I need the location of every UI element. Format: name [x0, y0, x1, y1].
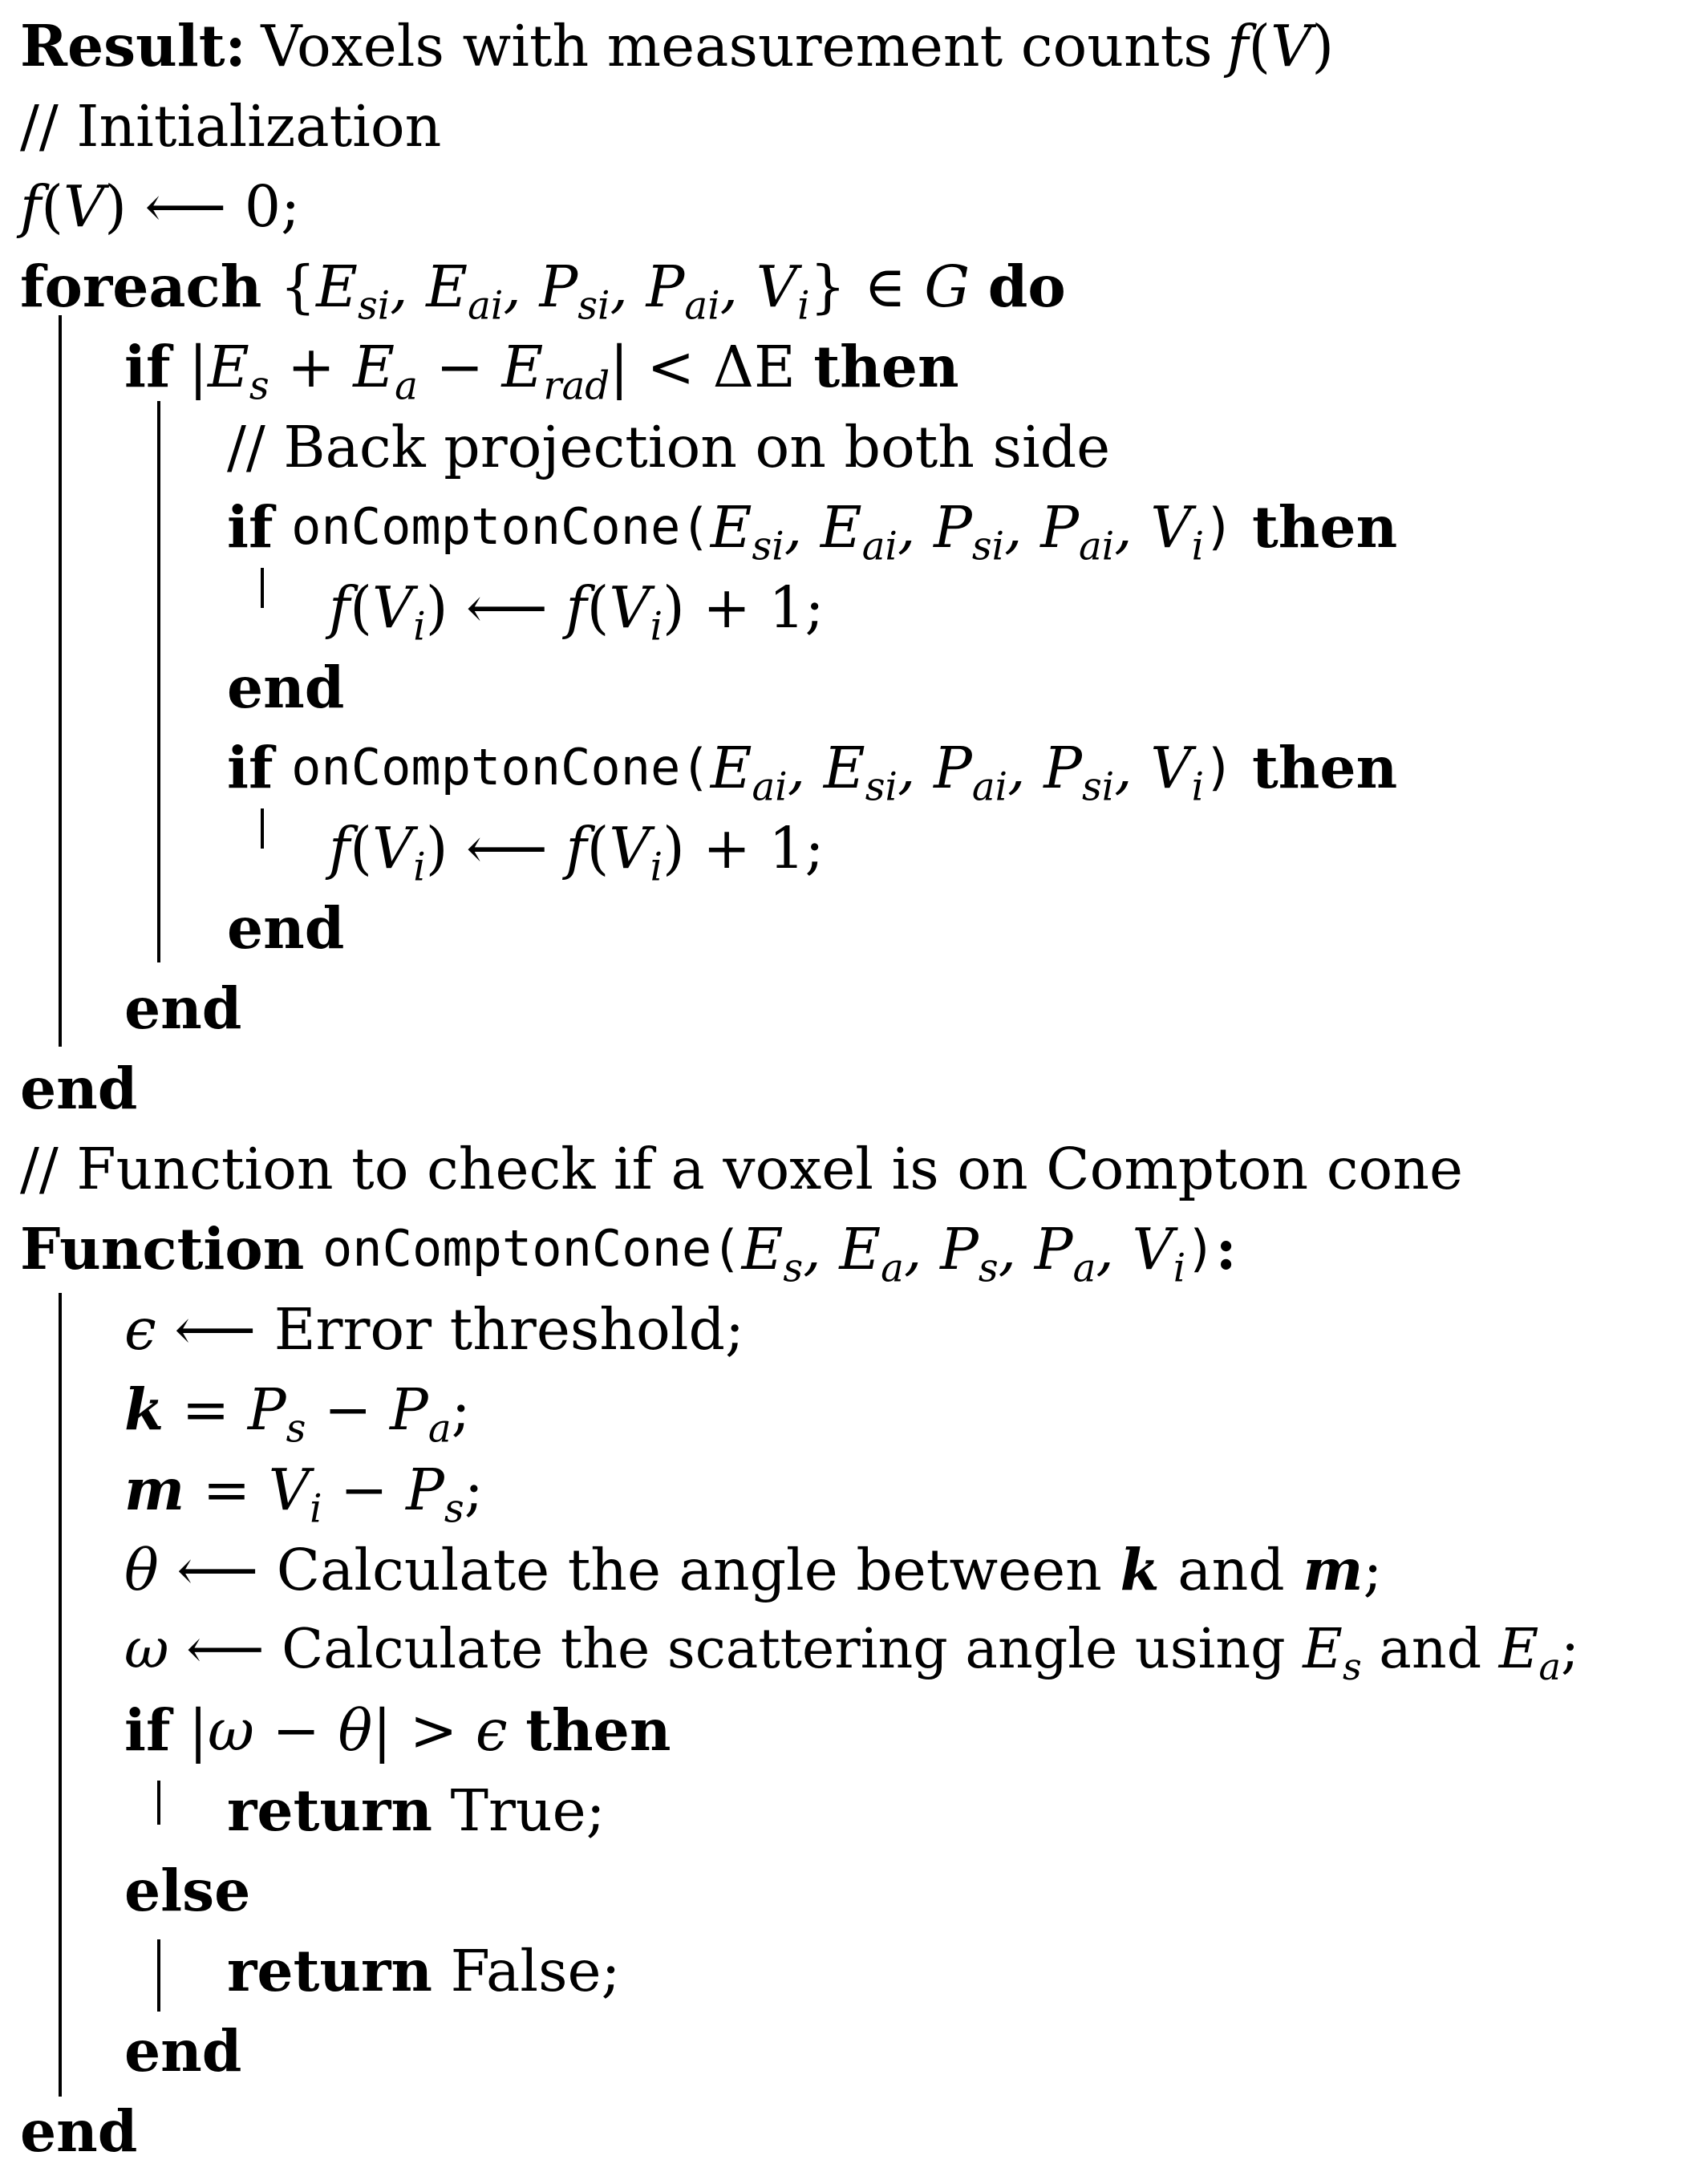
comment-function: // Function to check if a voxel is on Compton cone: [20, 1135, 1463, 1202]
if-keyword: if: [124, 332, 171, 400]
end-keyword: end: [124, 2016, 242, 2085]
block-bar-function: [59, 1293, 62, 2097]
foreach-keyword: foreach: [20, 252, 262, 320]
end-keyword: end: [124, 974, 242, 1042]
function-header: Function onComptonCone( $E_s$, $E_a$, $P_s$, $P_a$, $V_i$ ) :: [20, 1214, 1237, 1291]
foreach-set: {$E_{si}$, $E_{ai}$, $P_{si}$, $P_{ai}$, $V_i$} ∈ G: [279, 253, 971, 328]
return-keyword: return: [227, 1776, 433, 1844]
if-keyword: if: [227, 733, 274, 801]
false-value: False;: [450, 1937, 621, 2004]
result-keyword: Result:: [20, 11, 246, 79]
else-keyword: else: [124, 1856, 251, 1924]
end-keyword: end: [227, 893, 345, 962]
block-bar-return-false: [157, 1939, 160, 2012]
theta-statement: θ ⟵ Calculate the angle between k and m ;: [124, 1535, 1383, 1603]
k-statement: k = $P_s$ − $P_a$ ;: [124, 1375, 471, 1451]
if-angle-line: [124, 1694, 671, 1766]
m-statement: m = $V_i$ − $P_s$ ;: [124, 1455, 484, 1531]
if-cone-line-1: if onComptonCone( $E_{si}$, $E_{ai}$, $P_{si}$, $P_{ai}$, $V_i$ ) then: [227, 492, 1398, 569]
omega-statement: ω ⟵ Calculate the scattering angle using $E_s$ and $E_a$ ;: [124, 1618, 1579, 1688]
if-keyword: if: [124, 1696, 171, 1764]
result-text: Voxels with measurement counts: [261, 12, 1213, 79]
call-args: $E_{ai}$, $E_{si}$, $P_{ai}$, $P_{si}$, $V_i$: [710, 734, 1205, 809]
function-name: onComptonCone(: [322, 1219, 742, 1278]
result-line: [20, 10, 1334, 82]
call-args: $E_{si}$, $E_{ai}$, $P_{si}$, $P_{ai}$, $V_i$: [710, 493, 1205, 569]
function-keyword: Function: [20, 1214, 305, 1282]
block-bar-if-cone-2: [261, 808, 264, 849]
return-false-statement: [227, 1935, 620, 2007]
increment-statement-2: $f(V_i)$ ⟵ $f(V_i)$ + 1;: [329, 814, 825, 889]
function-call: onComptonCone(: [291, 497, 711, 556]
then-keyword: then: [525, 1696, 671, 1764]
block-bar-return-true: [157, 1781, 160, 1825]
end-keyword: end: [227, 653, 345, 721]
end-keyword: end: [20, 2097, 138, 2165]
comment-initialization: // Initialization: [20, 92, 442, 160]
end-keyword: end: [20, 1054, 138, 1122]
function-call: onComptonCone(: [291, 738, 711, 796]
init-statement: f(V) ⟵ 0;: [20, 172, 300, 240]
block-bar-if-energy: [157, 401, 160, 962]
do-keyword: do: [987, 252, 1066, 320]
function-params: $E_s$, $E_a$, $P_s$, $P_a$, $V_i$: [741, 1215, 1186, 1291]
comment-back-projection: // Back projection on both side: [227, 413, 1111, 480]
angle-condition: |ω − θ| > ϵ: [188, 1696, 508, 1764]
block-bar-foreach: [59, 315, 62, 1047]
epsilon-statement: ϵ ⟵ Error threshold;: [124, 1295, 744, 1363]
block-bar-if-cone-1: [261, 568, 264, 608]
then-keyword: then: [1251, 733, 1398, 801]
foreach-line: [20, 250, 1066, 328]
if-keyword: if: [227, 492, 274, 561]
result-formula: f(V): [1227, 12, 1335, 79]
return-true-statement: [227, 1774, 606, 1846]
if-cone-line-2: if onComptonCone( $E_{ai}$, $E_{si}$, $P_{ai}$, $P_{si}$, $V_i$ ) then: [227, 733, 1398, 809]
return-keyword: return: [227, 1936, 433, 2004]
then-keyword: then: [1251, 492, 1398, 561]
energy-condition: $|E_s + E_a - E_{rad}| < \Delta E$: [188, 333, 796, 408]
increment-statement-1: $f(V_i)$ ⟵ $f(V_i)$ + 1;: [329, 573, 825, 649]
true-value: True;: [450, 1777, 606, 1844]
then-keyword: then: [813, 332, 959, 400]
if-energy-line: [124, 330, 959, 408]
